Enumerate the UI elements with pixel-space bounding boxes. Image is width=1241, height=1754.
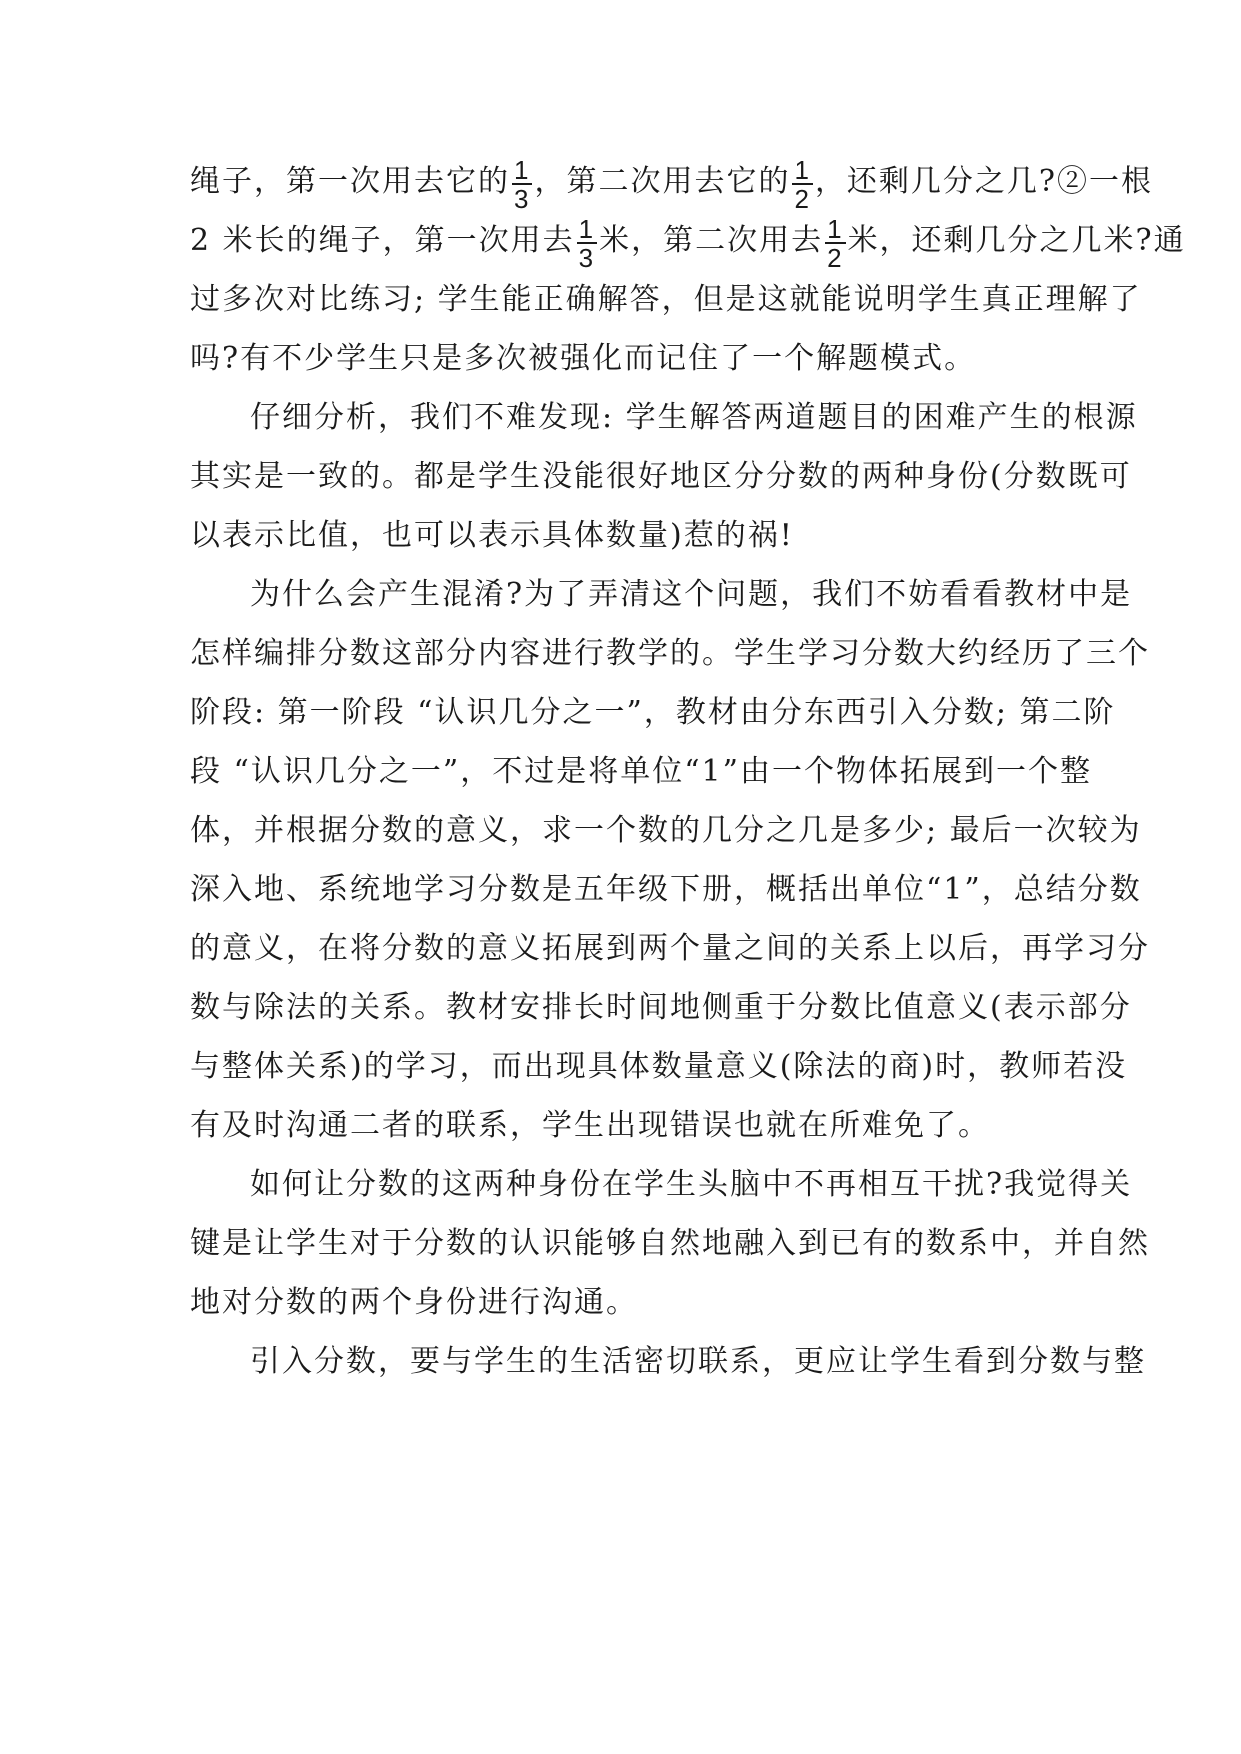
fraction-numerator: 1 xyxy=(578,214,596,244)
text-line-12 xyxy=(190,801,1142,860)
line-text: 段 “认识几分之一”，不过是将单位“1”由一个物体拓展到一个整 xyxy=(190,754,1092,789)
line-text: 吗?有不少学生只是多次被强化而记住了一个解题模式。 xyxy=(190,341,977,376)
line-1-text-c: ，还剩几分之几?②一根 xyxy=(814,164,1154,199)
line-text: 如何让分数的这两种身份在学生头脑中不再相互干扰?我觉得关 xyxy=(250,1167,1133,1202)
text-line-17 xyxy=(190,1096,1056,1155)
line-text: 与整体关系)的学习，而出现具体数量意义(除法的商)时，教师若没 xyxy=(190,1049,1128,1084)
text-line-15 xyxy=(190,978,1132,1037)
line-text: 以表示比值，也可以表示具体数量)惹的祸! xyxy=(190,518,794,553)
line-text: 阶段: 第一阶段 “认识几分之一”，教材由分东西引入分数; 第二阶 xyxy=(190,695,1116,730)
line-text: 引入分数，要与学生的生活密切联系，更应让学生看到分数与整 xyxy=(250,1344,1146,1379)
fraction-one-half xyxy=(792,157,812,213)
line-text: 有及时沟通二者的联系，学生出现错误也就在所难免了。 xyxy=(190,1108,990,1143)
line-text: 仔细分析，我们不难发现: 学生解答两道题目的困难产生的根源 xyxy=(250,400,1138,435)
line-text: 地对分数的两个身份进行沟通。 xyxy=(190,1285,638,1320)
text-line-14 xyxy=(190,919,1150,978)
fraction-numerator: 1 xyxy=(827,214,844,244)
line-2-text-a: 2 米长的绳子，第一次用去 xyxy=(190,223,575,258)
text-line-8 xyxy=(190,565,1133,624)
fraction-denominator: 2 xyxy=(794,184,811,214)
line-text: 数与除法的关系。教材安排长时间地侧重于分数比值意义(表示部分 xyxy=(190,990,1132,1025)
line-text: 的意义，在将分数的意义拓展到两个量之间的关系上以后，再学习分 xyxy=(190,931,1150,966)
text-line-20 xyxy=(190,1273,1056,1332)
fraction-denominator: 3 xyxy=(514,184,531,214)
text-line-21 xyxy=(190,1332,1146,1391)
fraction-one-half xyxy=(825,216,845,272)
line-text: 键是让学生对于分数的认识能够自然地融入到已有的数系中，并自然 xyxy=(190,1226,1150,1261)
line-2-content xyxy=(190,211,1186,273)
line-text: 过多次对比练习; 学生能正确解答，但是这就能说明学生真正理解了 xyxy=(190,282,1142,317)
line-text: 深入地、系统地学习分数是五年级下册，概括出单位“1”，总结分数 xyxy=(190,872,1142,907)
line-text: 怎样编排分数这部分内容进行教学的。学生学习分数大约经历了三个 xyxy=(190,636,1150,671)
line-1-text-a: 绳子，第一次用去它的 xyxy=(190,164,510,199)
line-1-content xyxy=(190,152,1154,214)
line-2-text-c: 米，还剩几分之几米?通 xyxy=(847,223,1186,258)
line-text: 为什么会产生混淆?为了弄清这个问题，我们不妨看看教材中是 xyxy=(250,577,1133,612)
text-line-2 xyxy=(190,211,1186,273)
fraction-denominator: 2 xyxy=(827,243,844,273)
text-line-18 xyxy=(190,1155,1133,1214)
text-line-19 xyxy=(190,1214,1150,1273)
text-line-5 xyxy=(190,388,1138,447)
fraction-numerator: 1 xyxy=(514,155,531,185)
line-1-text-b: ，第二次用去它的 xyxy=(534,164,791,199)
body-text xyxy=(190,152,1186,1391)
text-line-3 xyxy=(190,270,1142,329)
line-text: 其实是一致的。都是学生没能很好地区分分数的两种身份(分数既可 xyxy=(190,459,1132,494)
text-line-1 xyxy=(190,152,1154,214)
paragraph-lines xyxy=(190,270,1150,1391)
text-line-10 xyxy=(190,683,1116,742)
fraction-one-third xyxy=(512,157,532,213)
text-line-9 xyxy=(190,624,1150,683)
text-line-4 xyxy=(190,329,1056,388)
fraction-one-third xyxy=(577,216,597,272)
text-line-16 xyxy=(190,1037,1128,1096)
text-line-6 xyxy=(190,447,1132,506)
fraction-numerator: 1 xyxy=(794,155,811,185)
line-text: 体，并根据分数的意义，求一个数的几分之几是多少; 最后一次较为 xyxy=(190,813,1142,848)
text-line-7 xyxy=(190,506,1056,565)
text-line-13 xyxy=(190,860,1142,919)
fraction-denominator: 3 xyxy=(578,243,596,273)
line-2-text-b: 米，第二次用去 xyxy=(599,223,824,258)
text-line-11 xyxy=(190,742,1092,801)
